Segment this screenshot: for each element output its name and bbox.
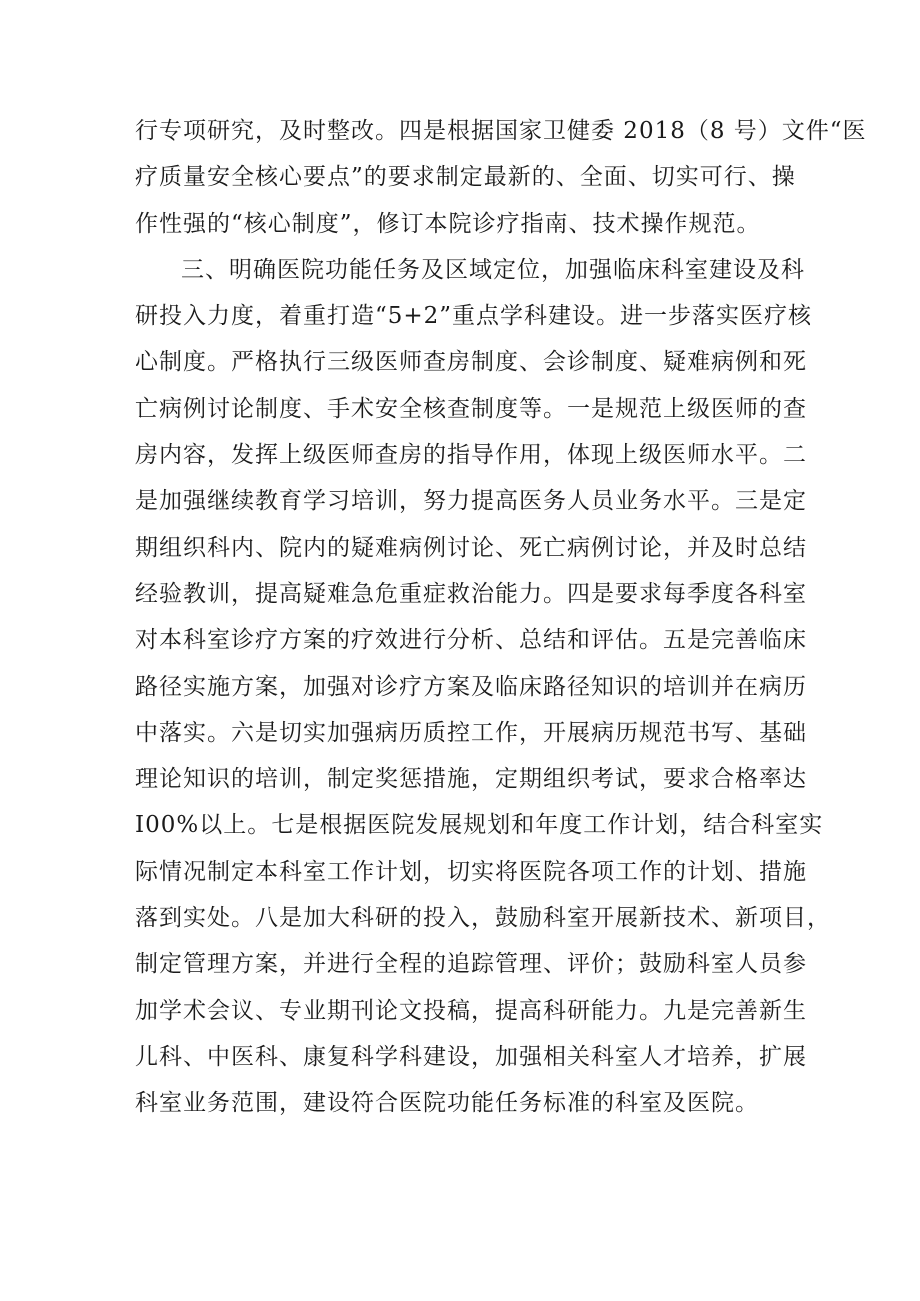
text-line: 中落实。六是切实加强病历质控工作，开展病历规范书写、基础 <box>135 719 807 746</box>
text-line: 落到实处。八是加大科研的投入，鼓励科室开展新技术、新项目， <box>135 905 831 932</box>
body-text <box>135 108 867 1127</box>
text-line: 行专项研究，及时整改。四是根据国家卫健委 2018（8 号）文件“医 <box>135 118 867 144</box>
paragraph-first-line: 三、明确医院功能任务及区域定位，加强临床科室建设及科 <box>181 256 805 283</box>
text-line: 科室业务范围，建设符合医院功能任务标准的科室及医院。 <box>135 1090 759 1117</box>
text-line: 路径实施方案，加强对诊疗方案及临床路径知识的培训并在病历 <box>135 673 807 700</box>
text-line: 理论知识的培训，制定奖惩措施，定期组织考试，要求合格率达 <box>135 766 807 793</box>
text-line: 经验教训，提高疑难急危重症救治能力。四是要求每季度各科室 <box>135 580 807 607</box>
text-line: 心制度。严格执行三级医师查房制度、会诊制度、疑难病例和死 <box>135 349 807 376</box>
text-line: 疗质量安全核心要点”的要求制定最新的、全面、切实可行、操 <box>135 164 796 191</box>
text-line: 亡病例讨论制度、手术安全核查制度等。一是规范上级医师的查 <box>135 395 807 422</box>
text-line: 研投入力度，着重打造“5+2”重点学科建设。进一步落实医疗核 <box>135 303 813 330</box>
text-line: 儿科、中医科、康复科学科建设，加强相关科室人才培养，扩展 <box>135 1043 807 1070</box>
text-line: 期组织科内、院内的疑难病例讨论、死亡病例讨论，并及时总结 <box>135 534 807 561</box>
text-line: 际情况制定本科室工作计划，切实将医院各项工作的计划、措施 <box>135 858 807 885</box>
text-line: 制定管理方案，并进行全程的追踪管理、评价；鼓励科室人员参 <box>135 951 807 978</box>
text-line: I00%以上。七是根据医院发展规划和年度工作计划，结合科室实 <box>135 812 824 839</box>
text-line: 是加强继续教育学习培训，努力提高医务人员业务水平。三是定 <box>135 488 807 515</box>
text-line: 对本科室诊疗方案的疗效进行分析、总结和评估。五是完善临床 <box>135 627 807 654</box>
text-line: 作性强的“核心制度”，修订本院诊疗指南、技术操作规范。 <box>135 210 761 237</box>
text-line: 加学术会议、专业期刊论文投稿，提高科研能力。九是完善新生 <box>135 997 807 1024</box>
text-line: 房内容，发挥上级医师查房的指导作用，体现上级医师水平。二 <box>135 442 807 469</box>
